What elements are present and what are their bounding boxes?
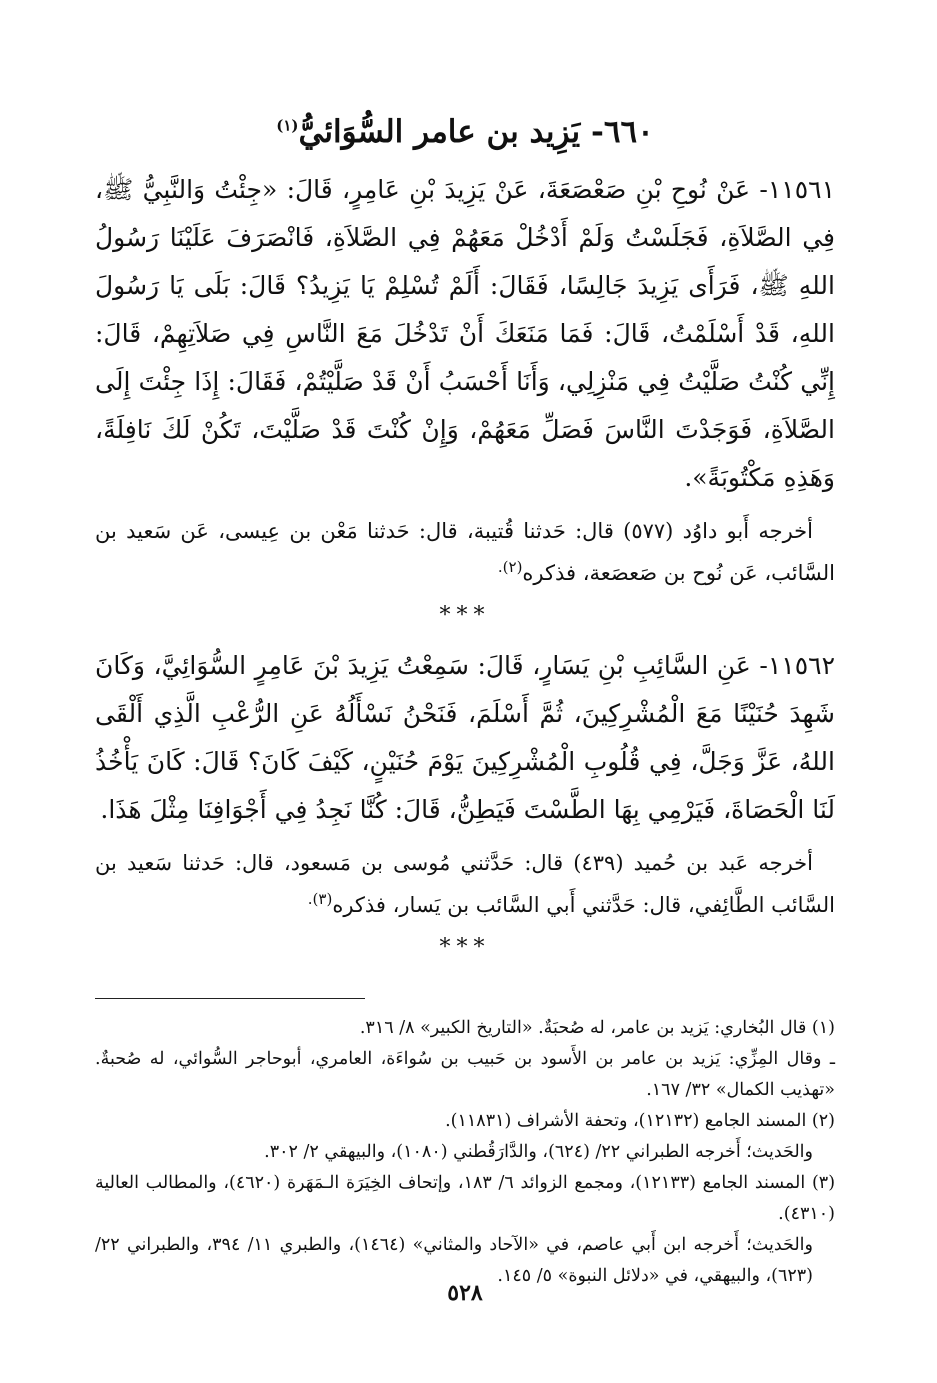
section-separator: *** [439, 935, 491, 960]
takhrij-11562 [95, 842, 835, 926]
hadith-11561 [95, 166, 835, 502]
page-number: ٥٢٨ [447, 1280, 483, 1306]
chapter-footnote-ref: (١) [276, 116, 299, 135]
footnote-2: (٢) المسند الجامع (١٢١٣٢)، وتحفة الأشراف (١١٨٣١). [445, 1111, 835, 1131]
hadith-number: ١١٥٦٢- [759, 651, 835, 680]
hadith-text: عَنِ السَّائِبِ بْنِ يَسَارٍ، قَالَ: سَمِعْتُ يَزِيدَ بْنَ عَامِرٍ السُّوَائِيَّ، وَكَانَ شَهِدَ حُنَيْنًا مَعَ الْمُشْرِكِينَ، ثُمَّ أَسْلَمَ، فَنَحْنُ نَسْأَلُهُ عَنِ الرُّعْبِ الَّذِي أَلْقَى اللهُ، عَزَّ وَجَلَّ، فِي قُلُوبِ الْمُشْرِكِينَ يَوْمَ حُنَيْنٍ، كَيْفَ كَانَ؟ قَالَ: كَانَ يَأْخُذُ لَنَا الْحَصَاةَ، فَيَرْمِي بِهَا الطَّسْتَ فَيَطِنُّ، قَالَ: كُنَّا نَجِدُ فِي أَجْوَافِنَا مِثْلَ هَذَا. [95, 651, 835, 824]
footnote-3-cont: والحَديث؛ أَخرجه ابن أَبي عاصم، في «الآحاد والمثاني» (١٤٦٤)، والطبري ١١/ ٣٩٤، والطبراني ٢٢/ (٦٢٣)، والبيهقي، في «دلائل النبوة» ٥/ ١٤٥. [95, 1235, 813, 1286]
takhrij-text: أخرجه عَبد بن حُميد (٤٣٩) قال: حَدَّثني مُوسى بن مَسعود، قال: حَدثنا سَعيد بن السَّائب الطَّائِفي، قال: حَدَّثني أَبي السَّائب بن يَسار، فذكره [95, 851, 835, 917]
takhrij-footnote-ref: (٢). [497, 558, 523, 576]
footnotes [95, 1013, 835, 1292]
footnote-1: (١) قال البُخاري: يَزيد بن عامر، له صُحبَةٌ. «التاريخ الكبير» ٨/ ٣١٦. [359, 1018, 835, 1038]
chapter-title [95, 110, 835, 154]
hadith-11562 [95, 642, 835, 834]
chapter-title-text: ٦٦٠- يَزِيد بن عامر السُّوَائيُّ [298, 114, 654, 150]
hadith-text: عَنْ نُوحِ بْنِ صَعْصَعَةَ، عَنْ يَزِيدَ بْنِ عَامِرٍ، قَالَ: «جِئْتُ وَالنَّبِيُّ ﷺ، فِي الصَّلاَةِ، فَجَلَسْتُ وَلَمْ أَدْخُلْ مَعَهُمْ فِي الصَّلاَةِ، فَانْصَرَفَ عَلَيْنَا رَسُولُ اللهِ ﷺ، فَرَأَى يَزِيدَ جَالِسًا، فَقَالَ: أَلَمْ تُسْلِمْ يَا يَزِيدُ؟ قَالَ: بَلَى يَا رَسُولَ اللهِ، قَدْ أَسْلَمْتُ، قَالَ: فَمَا مَنَعَكَ أَنْ تَدْخُلَ مَعَ النَّاسِ فِي صَلاَتِهِمْ، قَالَ: إِنِّي كُنْتُ صَلَّيْتُ فِي مَنْزِلِي، وَأَنَا أَحْسَبُ أَنْ قَدْ صَلَّيْتُمْ، فَقَالَ: إِذَا جِئْتَ إِلَى الصَّلاَةِ، فَوَجَدْتَ النَّاسَ فَصَلِّ مَعَهُمْ، وَإِنْ كُنْتَ قَدْ صَلَّيْتَ، تَكُنْ لَكَ نَافِلَةً، وَهَذِهِ مَكْتُوبَةً». [95, 175, 835, 492]
footnote-3: (٣) المسند الجامع (١٢١٣٣)، ومجمع الزوائد ٦/ ١٨٣، وإتحاف الخِيَرَة الـمَهَرة (٤٦٢٠)، والمطالب العالية (٤٣١٠). [95, 1173, 836, 1224]
takhrij-footnote-ref: (٣). [307, 890, 333, 908]
hadith-number: ١١٥٦١- [759, 175, 836, 204]
book-page [95, 110, 835, 1320]
footnote-1-cont: ـ وقال المِزِّي: يَزيد بن عامر بن الأَسود بن حَبيب بن سُواءَة، العامري، أبوحاجر السُّوائي، له صُحبةٌ. «تهذيب الكمال» ٣٢/ ١٦٧. [95, 1049, 835, 1100]
footnote-divider [95, 998, 365, 999]
footnote-2-cont: والحَديث؛ أَخرجه الطبراني ٢٢/ (٦٢٤)، والدَّارَقُطني (١٠٨٠)، والبيهقي ٢/ ٣٠٢. [264, 1142, 813, 1162]
section-separator: *** [439, 603, 491, 628]
takhrij-text: أخرجه أَبو داوُد (٥٧٧) قال: حَدثنا قُتيبة، قال: حَدثنا مَعْن بن عِيسى، عَن سَعيد بن السَّائب، عَن نُوح بن صَعصَعة، فذكره [95, 519, 835, 585]
takhrij-11561 [95, 510, 835, 594]
